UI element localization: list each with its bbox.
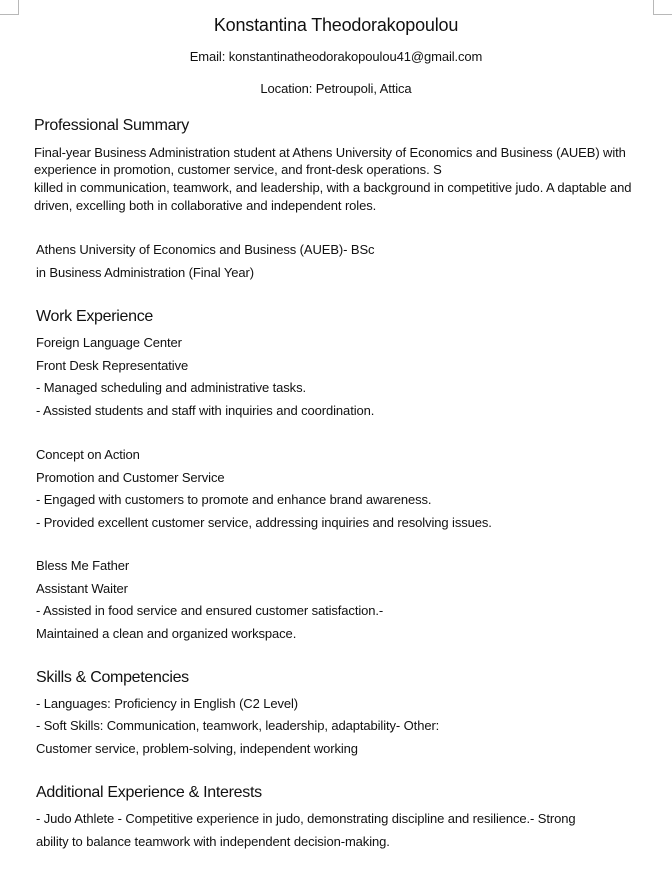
job-company: Bless Me Father (36, 558, 130, 573)
contact-email: Email: konstantinatheodorakopoulou41@gmail.com (189, 49, 483, 64)
summary-line: driven, excelling both in collaborative and independent roles. (34, 198, 377, 213)
job-duty: - Assisted students and staff with inquiries and coordination. (36, 403, 375, 418)
job-role: Assistant Waiter (36, 581, 128, 596)
summary-line: Final-year Business Administration student at Athens University of Economics and Business (AUEB) with (34, 145, 626, 160)
summary-line: experience in promotion, customer service, and front-desk operations. S (34, 162, 442, 177)
education-line: Athens University of Economics and Business (AUEB)- BSc (36, 242, 375, 257)
job-role: Promotion and Customer Service (36, 470, 225, 485)
job-duty: - Assisted in food service and ensured customer satisfaction.- (36, 603, 384, 618)
section-heading-work: Work Experience (36, 308, 154, 325)
candidate-name: Konstantina Theodorakopoulou (213, 15, 459, 35)
contact-location: Location: Petroupoli, Attica (260, 81, 412, 96)
additional-line: - Judo Athlete - Competitive experience in judo, demonstrating discipline and resilience.- Strong (36, 811, 576, 826)
section-heading-additional: Additional Experience & Interests (36, 784, 262, 801)
section-heading-skills: Skills & Competencies (36, 669, 189, 686)
additional-line: ability to balance teamwork with independent decision-making. (36, 834, 390, 849)
job-duty: - Engaged with customers to promote and enhance brand awareness. (36, 492, 432, 507)
job-duty: - Provided excellent customer service, addressing inquiries and resolving issues. (36, 515, 492, 530)
job-duty: Maintained a clean and organized workspace. (36, 626, 297, 641)
job-company: Concept on Action (36, 447, 140, 462)
page-corner-marker (653, 0, 672, 15)
job-company: Foreign Language Center (36, 335, 182, 350)
section-heading-summary: Professional Summary (34, 117, 189, 134)
skills-line: - Languages: Proficiency in English (C2 Level) (36, 696, 299, 711)
job-role: Front Desk Representative (36, 358, 189, 373)
page-corner-marker (0, 0, 19, 15)
skills-line: Customer service, problem-solving, independent working (36, 741, 358, 756)
education-line: in Business Administration (Final Year) (36, 265, 254, 280)
skills-line: - Soft Skills: Communication, teamwork, leadership, adaptability- Other: (36, 718, 440, 733)
job-duty: - Managed scheduling and administrative tasks. (36, 380, 306, 395)
summary-line: killed in communication, teamwork, and leadership, with a background in competitive judo. A daptable and (34, 180, 632, 195)
